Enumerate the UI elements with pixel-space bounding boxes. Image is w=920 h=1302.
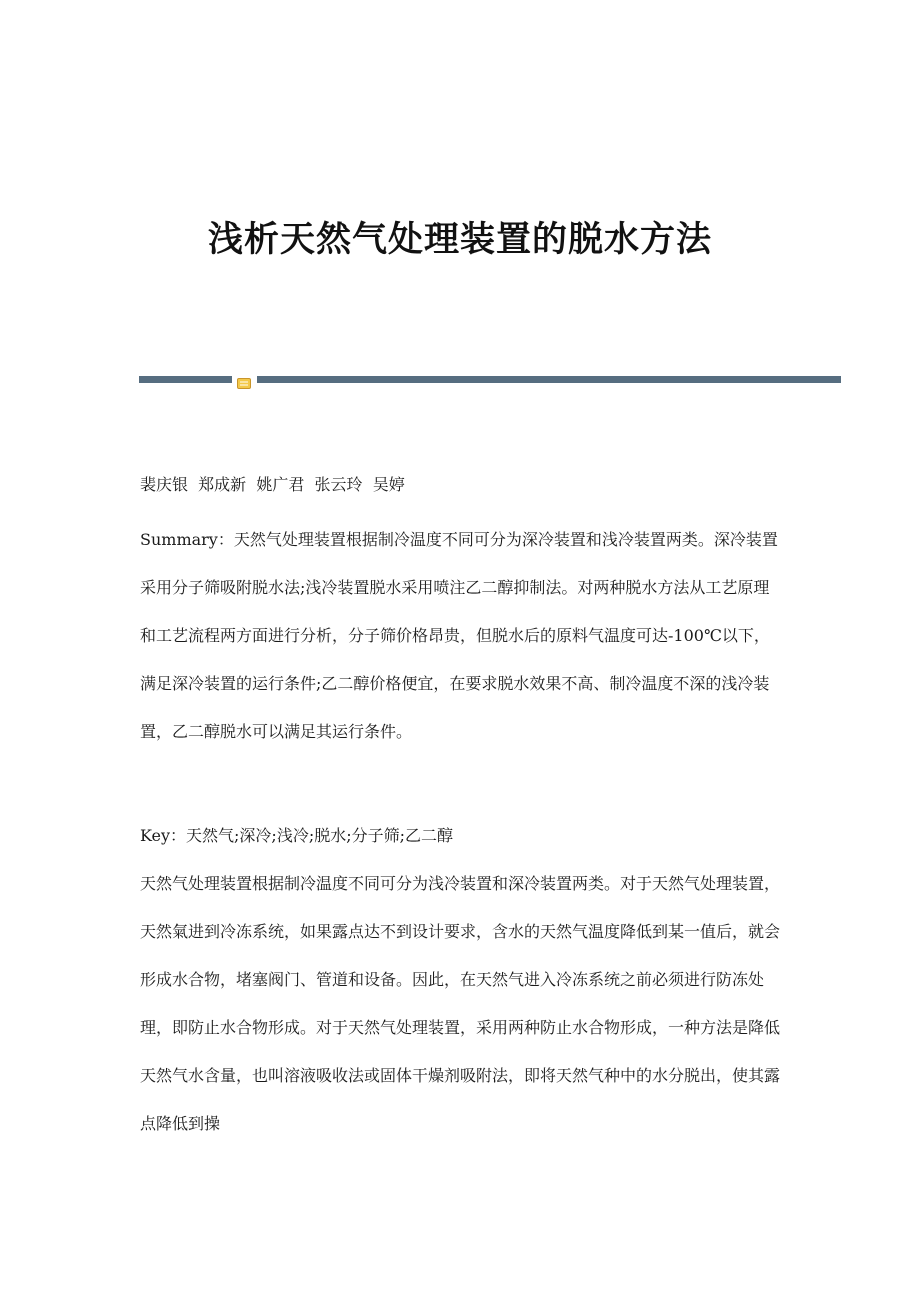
document-title: 浅析天然气处理装置的脱水方法: [207, 219, 712, 260]
divider-bar-left: [139, 376, 232, 383]
body-paragraph: 天然气处理装置根据制冷温度不同可分为浅冷装置和深冷装置两类。对于天然气处理装置，天然氣进到冷冻系统，如果露点达不到设计要求，含水的天然气温度降低到某一值后，就会形成水合物，堵塞阀门、管道和设备。因此，在天然气进入冷冻系统之前必须进行防冻处理，即防止水合物形成。对于天然气处理装置，采用两种防止水合物形成，一种方法是降低天然气水含量，也叫溶液吸收法或固体干燥剂吸附法，即将天然气种中的水分脱出，使其露点降低到操: [140, 874, 781, 1133]
divider-bar-right: [257, 376, 841, 383]
document-icon: [237, 374, 251, 385]
authors-line: 裴庆银 郑成新 姚广君 张云玲 吴婷: [140, 475, 405, 494]
title-divider: [139, 374, 841, 386]
abstract-paragraph: Summary：天然气处理装置根据制冷温度不同可分为深冷装置和浅冷装置两类。深冷装置采用分子筛吸附脱水法;浅冷装置脱水采用喷注乙二醇抑制法。对两种脱水方法从工艺原理和工艺流程两方面进行分析，分子筛价格昂贵，但脱水后的原料气温度可达-100℃以下，满足深冷装置的运行条件;乙二醇价格便宜，在要求脱水效果不高、制冷温度不深的浅冷装置，乙二醇脱水可以满足其运行条件。: [140, 530, 778, 741]
keywords-line: Key：天然气;深冷;浅冷;脱水;分子筛;乙二醇: [140, 826, 453, 845]
